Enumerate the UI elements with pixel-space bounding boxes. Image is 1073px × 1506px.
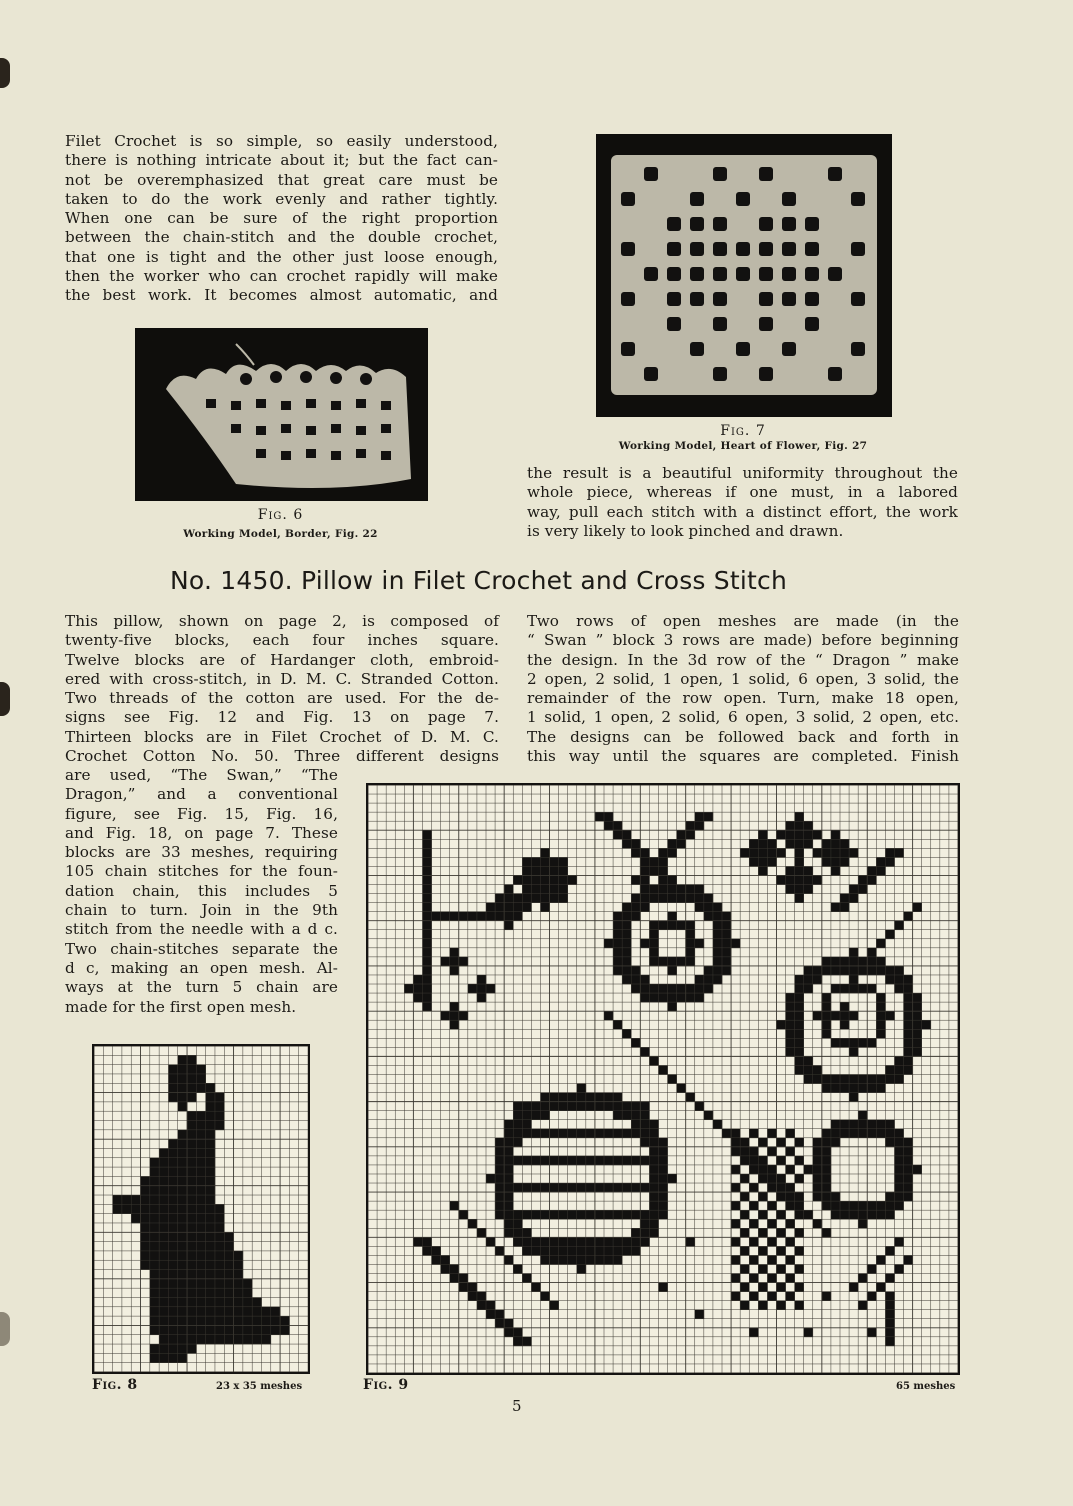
text-line: whole piece, whereas if one must, in a labored: [527, 483, 958, 502]
text-line: d c, making an open mesh. Al-: [65, 958, 338, 977]
text-line: this way until the squares are completed. Finish: [527, 747, 959, 766]
text-line: remainder of the row open. Turn, make 18 open,: [527, 689, 959, 708]
text-line: made for the first open mesh.: [65, 997, 297, 1016]
fig8-swan-grid: [94, 1046, 308, 1372]
text-line: Crochet Cotton No. 50. Three different designs: [65, 747, 499, 766]
fig7-photo: [596, 134, 892, 417]
text-line: ways at the turn 5 chain are: [65, 978, 338, 997]
fig8-label: Fig. 8: [92, 1377, 138, 1393]
binding-mark-top: [0, 58, 10, 88]
right-column-paragraph: [527, 612, 959, 766]
fig8-chart: [92, 1044, 310, 1374]
text-line: Thirteen blocks are in Filet Crochet of D. M. C.: [65, 727, 499, 746]
fig6-caption: Working Model, Border, Fig. 22: [183, 528, 378, 540]
text-line: 105 chain stitches for the foun-: [65, 862, 338, 881]
text-line: “ Swan ” block 3 rows are made) before beginning: [527, 631, 959, 650]
text-line: that one is tight and the other just loose enough,: [65, 247, 498, 266]
intro-paragraph: [65, 132, 498, 306]
text-line: Two rows of open meshes are made (in the: [527, 612, 959, 630]
text-line: When one can be sure of the right proportion: [65, 209, 498, 228]
fig6-title: Fig. 6: [257, 507, 304, 523]
text-line: signs see Fig. 12 and Fig. 13 on page 7.: [65, 708, 499, 727]
text-line: between the chain-stitch and the double crochet,: [65, 228, 498, 247]
text-line: figure, see Fig. 15, Fig. 16,: [65, 804, 338, 823]
text-line: stitch from the needle with a d c.: [65, 920, 338, 939]
text-line: then the worker who can crochet rapidly will make: [65, 267, 498, 286]
text-line: there is nothing intricate about it; but the fact can-: [65, 151, 498, 170]
text-line: taken to do the work evenly and rather tightly.: [65, 189, 498, 208]
text-line: Two chain-stitches separate the: [65, 939, 338, 958]
fig7-title: Fig. 7: [720, 423, 766, 439]
text-line: the result is a beautiful uniformity throughout the: [527, 464, 958, 482]
text-line: 2 open, 2 solid, 1 open, 1 solid, 6 open, 3 solid, the: [527, 669, 959, 688]
page-number: 5: [512, 1397, 522, 1415]
fig6-lace-border-image: [136, 329, 427, 500]
section-heading: No. 1450. Pillow in Filet Crochet and Cross Stitch: [170, 566, 788, 595]
text-line: and Fig. 18, on page 7. These: [65, 823, 338, 842]
text-line: The designs can be followed back and forth in: [527, 727, 959, 746]
text-line: Dragon,” and a conventional: [65, 785, 338, 804]
continuation-paragraph: [527, 464, 958, 541]
fig9-meshes: 65 meshes: [896, 1381, 956, 1392]
fig9-chart: [366, 783, 960, 1375]
text-line: the best work. It becomes almost automatic, and: [65, 286, 498, 305]
fig6-photo: [135, 328, 428, 501]
fig8-meshes: 23 x 35 meshes: [216, 1381, 303, 1392]
text-line: Twelve blocks are of Hardanger cloth, embroid-: [65, 650, 499, 669]
fig7-caption: Working Model, Heart of Flower, Fig. 27: [618, 440, 868, 452]
text-line: are used, “The Swan,” “The: [65, 766, 338, 784]
text-line: Filet Crochet is so simple, so easily understood,: [65, 132, 498, 150]
left-column-narrow-paragraph: [65, 766, 338, 1017]
text-line: the design. In the 3d row of the “ Dragon ” make: [527, 650, 959, 669]
text-line: Two threads of the cotton are used. For the de-: [65, 689, 499, 708]
text-line: chain to turn. Join in the 9th: [65, 901, 338, 920]
text-line: ered with cross-stitch, in D. M. C. Stranded Cotton.: [65, 669, 499, 688]
text-line: blocks are 33 meshes, requiring: [65, 843, 338, 862]
binding-mark-bottom: [0, 1312, 10, 1346]
text-line: 1 solid, 1 open, 2 solid, 6 open, 3 solid, 2 open, etc.: [527, 708, 959, 727]
text-line: not be overemphasized that great care must be: [65, 170, 498, 189]
text-line: is very likely to look pinched and drawn.: [527, 521, 844, 540]
text-line: twenty-five blocks, each four inches square.: [65, 631, 499, 650]
binding-mark-middle: [0, 682, 10, 716]
text-line: way, pull each stitch with a distinct effort, the work: [527, 502, 958, 521]
fig9-rose-grid: [368, 785, 958, 1373]
fig9-label: Fig. 9: [363, 1377, 409, 1393]
fig7-heart-of-flower-image: [597, 135, 891, 416]
text-line: This pillow, shown on page 2, is composed of: [65, 612, 499, 630]
left-column-paragraph: [65, 612, 499, 766]
text-line: dation chain, this includes 5: [65, 881, 338, 900]
